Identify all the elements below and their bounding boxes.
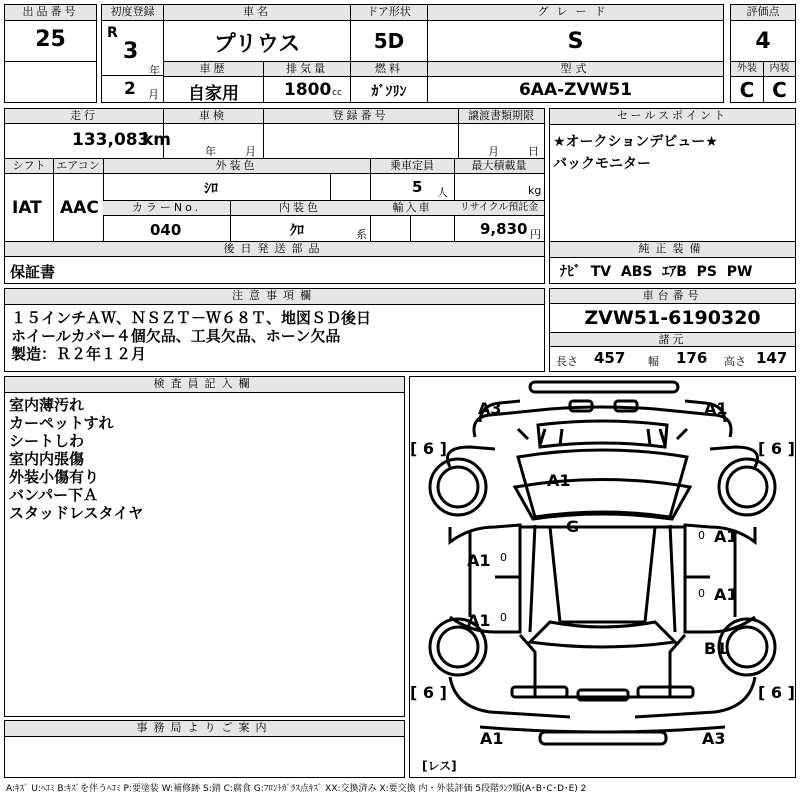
width-label: 幅 <box>648 355 659 368</box>
height-value: 147 <box>756 349 788 367</box>
length-label: 長さ <box>556 355 578 368</box>
damage-diagram <box>409 376 796 778</box>
score-label: 評価点 <box>731 5 795 21</box>
width-value: 176 <box>676 349 708 367</box>
grade-cell <box>427 4 724 62</box>
car-name-label: 車名 <box>164 5 350 21</box>
max-load-unit: kg <box>528 184 542 197</box>
equipment-items: ﾅﾋﾞ TV ABS ｴｱB PS PW <box>560 264 753 280</box>
spare-tag: [レス] <box>422 759 457 773</box>
door-zero-2: 0 <box>500 611 507 624</box>
sales-point-2: バックモニター <box>553 156 651 172</box>
door-zero-4: 0 <box>698 587 705 600</box>
spec-label: 諸元 <box>550 332 795 347</box>
capacity: 5 <box>412 178 423 196</box>
displacement-cell <box>263 61 351 103</box>
capacity-label: 乗車定員 <box>370 159 454 174</box>
car-outline <box>410 377 795 777</box>
fuel-cell <box>350 61 428 103</box>
model-cell <box>427 61 724 103</box>
inspection-month-unit: 月 <box>245 145 256 158</box>
chassis-number: ZVW51-6190320 <box>584 307 761 329</box>
notes-text: １５インチＡＷ、ＮＳＺＴ－Ｗ６８Ｔ、地図ＳＤ後日 ホイールカバー４個欠品、工具欠品、ホーン欠品 製造：Ｒ２年１２月 <box>11 309 372 363</box>
right-front-door-mark: A1 <box>714 527 738 546</box>
sales-point-1: ★オークションデビュー★ <box>553 134 718 150</box>
equipment-label: 純正装備 <box>550 242 795 258</box>
first-registration-cell <box>101 4 164 76</box>
later-parts: 保証書 <box>10 263 56 281</box>
car-name: プリウス <box>213 32 301 57</box>
displacement: 1800 <box>284 80 332 100</box>
recycle-fee: 9,830 <box>480 220 528 238</box>
door-cell <box>350 4 428 62</box>
door-zero-1: 0 <box>500 551 507 564</box>
sales-points-cell <box>549 108 796 242</box>
color-number: 040 <box>150 221 182 239</box>
chassis-label: 車台番号 <box>550 289 795 304</box>
length-value: 457 <box>594 349 626 367</box>
year-unit: 年 <box>149 64 160 77</box>
notes-cell <box>4 288 545 372</box>
left-rear-door-mark: A1 <box>467 611 491 630</box>
recycle-unit: 円 <box>530 228 541 241</box>
shift: IAT <box>12 198 42 218</box>
later-parts-label: 後日発送部品 <box>5 242 544 257</box>
lot-blank-cell <box>4 61 97 103</box>
door-type: 5D <box>373 29 405 53</box>
mileage-unit: km <box>142 130 172 150</box>
grade-label: グレード <box>428 5 723 21</box>
tyre-front-left: [ 6 ] <box>410 439 447 458</box>
score: 4 <box>755 29 771 54</box>
hood-mark: A1 <box>547 471 571 490</box>
glass-mark: G <box>566 517 580 536</box>
color-number-label: カラーNo. <box>103 201 230 216</box>
capacity-unit: 人 <box>437 186 448 199</box>
import-label: 輸入車 <box>370 201 454 216</box>
interior-color: ｸﾛ <box>290 223 304 239</box>
era-letter: R <box>107 25 118 41</box>
exterior-color-label: 外装色 <box>103 159 370 174</box>
history-cell <box>163 61 264 103</box>
model-code: 6AA-ZVW51 <box>518 80 633 100</box>
mileage: 133,083 <box>72 130 150 150</box>
lot-number-label: 出品番号 <box>5 5 96 21</box>
rear-left-mark: A1 <box>480 729 504 748</box>
history-label: 車歴 <box>164 62 263 77</box>
lot-number-cell <box>4 4 97 62</box>
front-left-mark: A3 <box>478 399 502 418</box>
first-registration-label: 初度登録 <box>102 5 163 21</box>
registration-number-label: 登録番号 <box>263 109 458 124</box>
door-label: ドア形状 <box>351 5 427 21</box>
ac-label: エアコン <box>53 159 103 174</box>
car-name-cell <box>163 4 351 62</box>
history: 自家用 <box>188 84 239 104</box>
recycle-label: リサイクル預託金 <box>454 201 544 216</box>
registration-month: 2 <box>124 79 136 99</box>
exterior-color: ｼﾛ <box>204 181 218 197</box>
tyre-rear-left: [ 6 ] <box>410 683 447 702</box>
fuel: ｶﾞｿﾘﾝ <box>371 84 407 100</box>
right-rear-door-mark: A1 <box>714 585 738 604</box>
height-label: 高さ <box>724 355 746 368</box>
air-conditioner: AAC <box>60 198 99 218</box>
score-cell <box>730 4 796 62</box>
transfer-month-unit: 月 <box>488 145 499 158</box>
inspector-notes-label: 検査員記入欄 <box>5 377 404 393</box>
mileage-label: 走行 <box>5 109 163 124</box>
max-load-label: 最大積載量 <box>454 159 544 174</box>
interior-color-label: 内装色 <box>230 201 370 216</box>
grade: S <box>567 29 584 54</box>
rear-right-mark: A3 <box>702 729 726 748</box>
tyre-rear-right: [ 6 ] <box>758 683 795 702</box>
office-notice-cell <box>4 720 405 778</box>
door-zero-3: 0 <box>698 529 705 542</box>
interior-grade-cell <box>763 61 796 103</box>
interior-grade: C <box>772 78 787 102</box>
inspection-year-unit: 年 <box>205 145 216 158</box>
model-label: 型式 <box>428 62 723 77</box>
damage-legend: A:ｷｽﾞ U:ﾍｺﾐ B:ｷｽﾞを伴うﾍｺﾐ P:要塗装 W:補修跡 S:錆 C:腐食 G:ﾌﾛﾝﾄｶﾞﾗｽ点ｷｽﾞ XX:交換済み X:要交換 内・外装評価 5段階ﾗﾝｸ順(A･B･C･D･E) 2 <box>6 784 587 794</box>
sales-points-label: セールスポイント <box>550 109 795 125</box>
right-rear-fender-mark: B1 <box>704 639 728 658</box>
inspector-notes-text: 室内薄汚れ カーペットすれ シートしわ 室内内張傷 外装小傷有り バンパー下Ａ スタッドレスタイヤ <box>9 396 144 522</box>
transfer-deadline-label: 譲渡書類期限 <box>458 109 544 124</box>
registration-year: 3 <box>123 39 139 64</box>
left-front-door-mark: A1 <box>467 551 491 570</box>
equipment-cell <box>549 241 796 284</box>
chassis-cell <box>549 288 796 372</box>
exterior-grade-cell <box>730 61 764 103</box>
inspector-notes-cell <box>4 376 405 717</box>
front-right-mark: A1 <box>704 399 728 418</box>
interior-grade-label: 内装 <box>764 62 795 77</box>
exterior-grade: C <box>739 78 755 102</box>
exterior-grade-label: 外装 <box>731 62 763 77</box>
displacement-label: 排気量 <box>264 62 350 77</box>
month-unit: 月 <box>148 88 159 101</box>
tyre-front-right: [ 6 ] <box>758 439 795 458</box>
office-notice-label: 事務局よりご案内 <box>5 721 404 737</box>
notes-label: 注意事項欄 <box>5 289 544 305</box>
inspection-label: 車検 <box>163 109 263 124</box>
lot-number: 25 <box>35 27 66 52</box>
interior-color-suffix: 系 <box>356 228 367 241</box>
fuel-label: 燃料 <box>351 62 427 77</box>
transfer-day-unit: 日 <box>528 145 539 158</box>
shift-label: シフト <box>5 159 53 174</box>
displacement-unit: cc <box>332 88 342 98</box>
registration-month-cell <box>101 75 164 103</box>
